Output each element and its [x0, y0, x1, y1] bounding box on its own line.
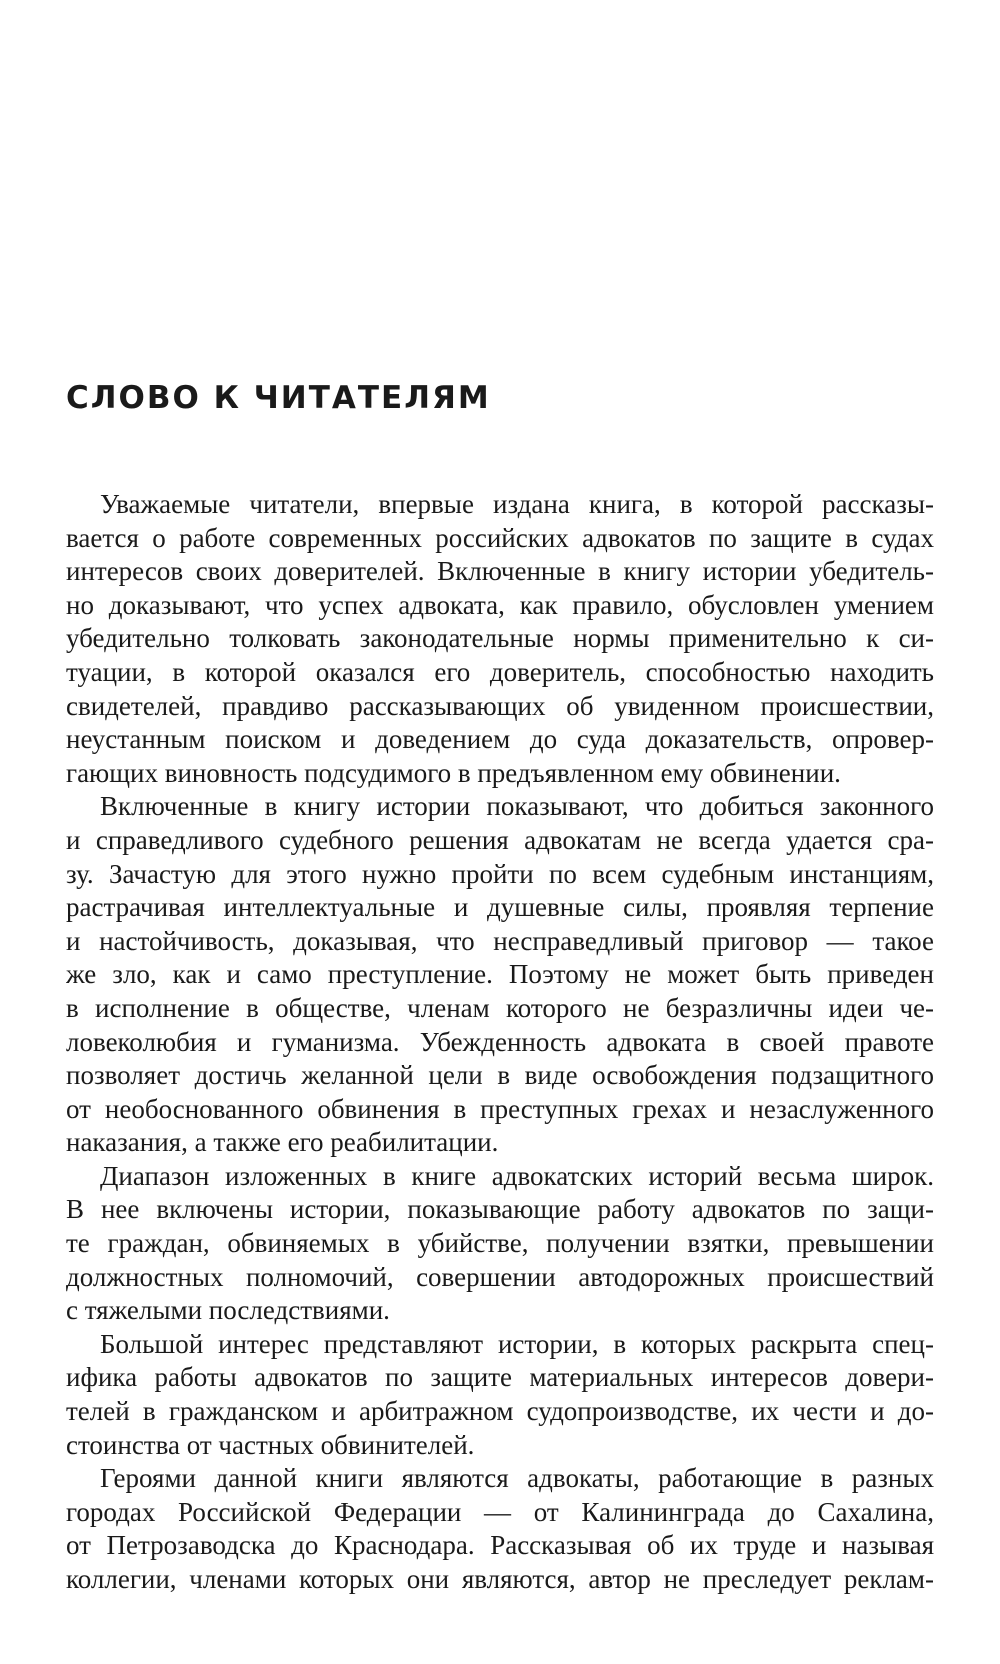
paragraph	[66, 488, 934, 790]
text-line: В нее включены истории, показывающие работу адвокатов по защи-	[66, 1194, 934, 1225]
text-line: растрачивая интеллектуальные и душевные силы, проявляя терпение	[66, 892, 934, 923]
text-line: в исполнение в обществе, членам которого не безразличны идеи че-	[66, 992, 934, 1023]
text-line: коллегии, членами которых они являются, автор не преследует реклам-	[66, 1564, 934, 1594]
paragraph	[66, 790, 934, 1160]
text-line: Включенные в книгу истории показывают, что добиться законного	[100, 791, 934, 822]
text-line: городах Российской Федерации — от Калининграда до Сахалина,	[66, 1496, 934, 1527]
text-line: стоинства от частных обвинителей.	[66, 1429, 475, 1460]
paragraph	[66, 1160, 934, 1328]
text-line: Уважаемые читатели, впервые издана книга, в которой рассказы-	[100, 489, 934, 519]
text-line: от необоснованного обвинения в преступных грехах и незаслуженного	[66, 1093, 934, 1124]
text-line: телей в гражданском и арбитражном судопроизводстве, их чести и до-	[66, 1396, 934, 1427]
text-line: Диапазон изложенных в книге адвокатских историй весьма широк.	[100, 1160, 934, 1191]
chapter-heading: СЛОВО К ЧИТАТЕЛЯМ	[66, 380, 491, 416]
text-line: интересов своих доверителей. Включенные в книгу истории убедитель-	[66, 556, 934, 587]
text-line: туации, в которой оказался его доверитель, способностью находить	[66, 656, 934, 687]
text-line: с тяжелыми последствиями.	[66, 1295, 390, 1326]
text-line: вается о работе современных российских адвокатов по защите в судах	[66, 522, 934, 553]
text-line: от Петрозаводска до Краснодара. Рассказывая об их труде и называя	[66, 1530, 934, 1561]
text-line: и справедливого судебного решения адвокатам не всегда удается сра-	[66, 824, 934, 855]
text-line: Большой интерес представляют истории, в которых раскрыта спец-	[100, 1328, 934, 1359]
text-line: убедительно толковать законодательные нормы применительно к си-	[66, 623, 934, 654]
text-line: и настойчивость, доказывая, что несправедливый приговор — такое	[66, 925, 934, 956]
text-line: должностных полномочий, совершении автодорожных происшествий	[66, 1261, 934, 1292]
text-line: но доказывают, что успех адвоката, как правило, обусловлен умением	[66, 589, 934, 620]
text-line: Героями данной книги являются адвокаты, работающие в разных	[100, 1463, 934, 1494]
text-line: ифика работы адвокатов по защите материальных интересов довери-	[66, 1362, 934, 1393]
text-line: те граждан, обвиняемых в убийстве, получении взятки, превышении	[66, 1228, 934, 1259]
paragraph	[66, 1462, 934, 1596]
body-text	[66, 488, 934, 1597]
text-line: ловеколюбия и гуманизма. Убежденность адвоката в своей правоте	[66, 1026, 934, 1057]
text-line: неустанным поиском и доведением до суда доказательств, опровер-	[66, 724, 934, 755]
text-line: позволяет достичь желанной цели в виде освобождения подзащитного	[66, 1060, 934, 1091]
paragraph	[66, 1328, 934, 1462]
text-line: зу. Зачастую для этого нужно пройти по всем судебным инстанциям,	[66, 858, 934, 889]
text-line: гающих виновность подсудимого в предъявленном ему обвинении.	[66, 757, 841, 788]
text-line: свидетелей, правдиво рассказывающих об увиденном происшествии,	[66, 690, 934, 721]
text-line: же зло, как и само преступление. Поэтому не может быть приведен	[66, 959, 934, 990]
text-line: наказания, а также его реабилитации.	[66, 1127, 499, 1158]
